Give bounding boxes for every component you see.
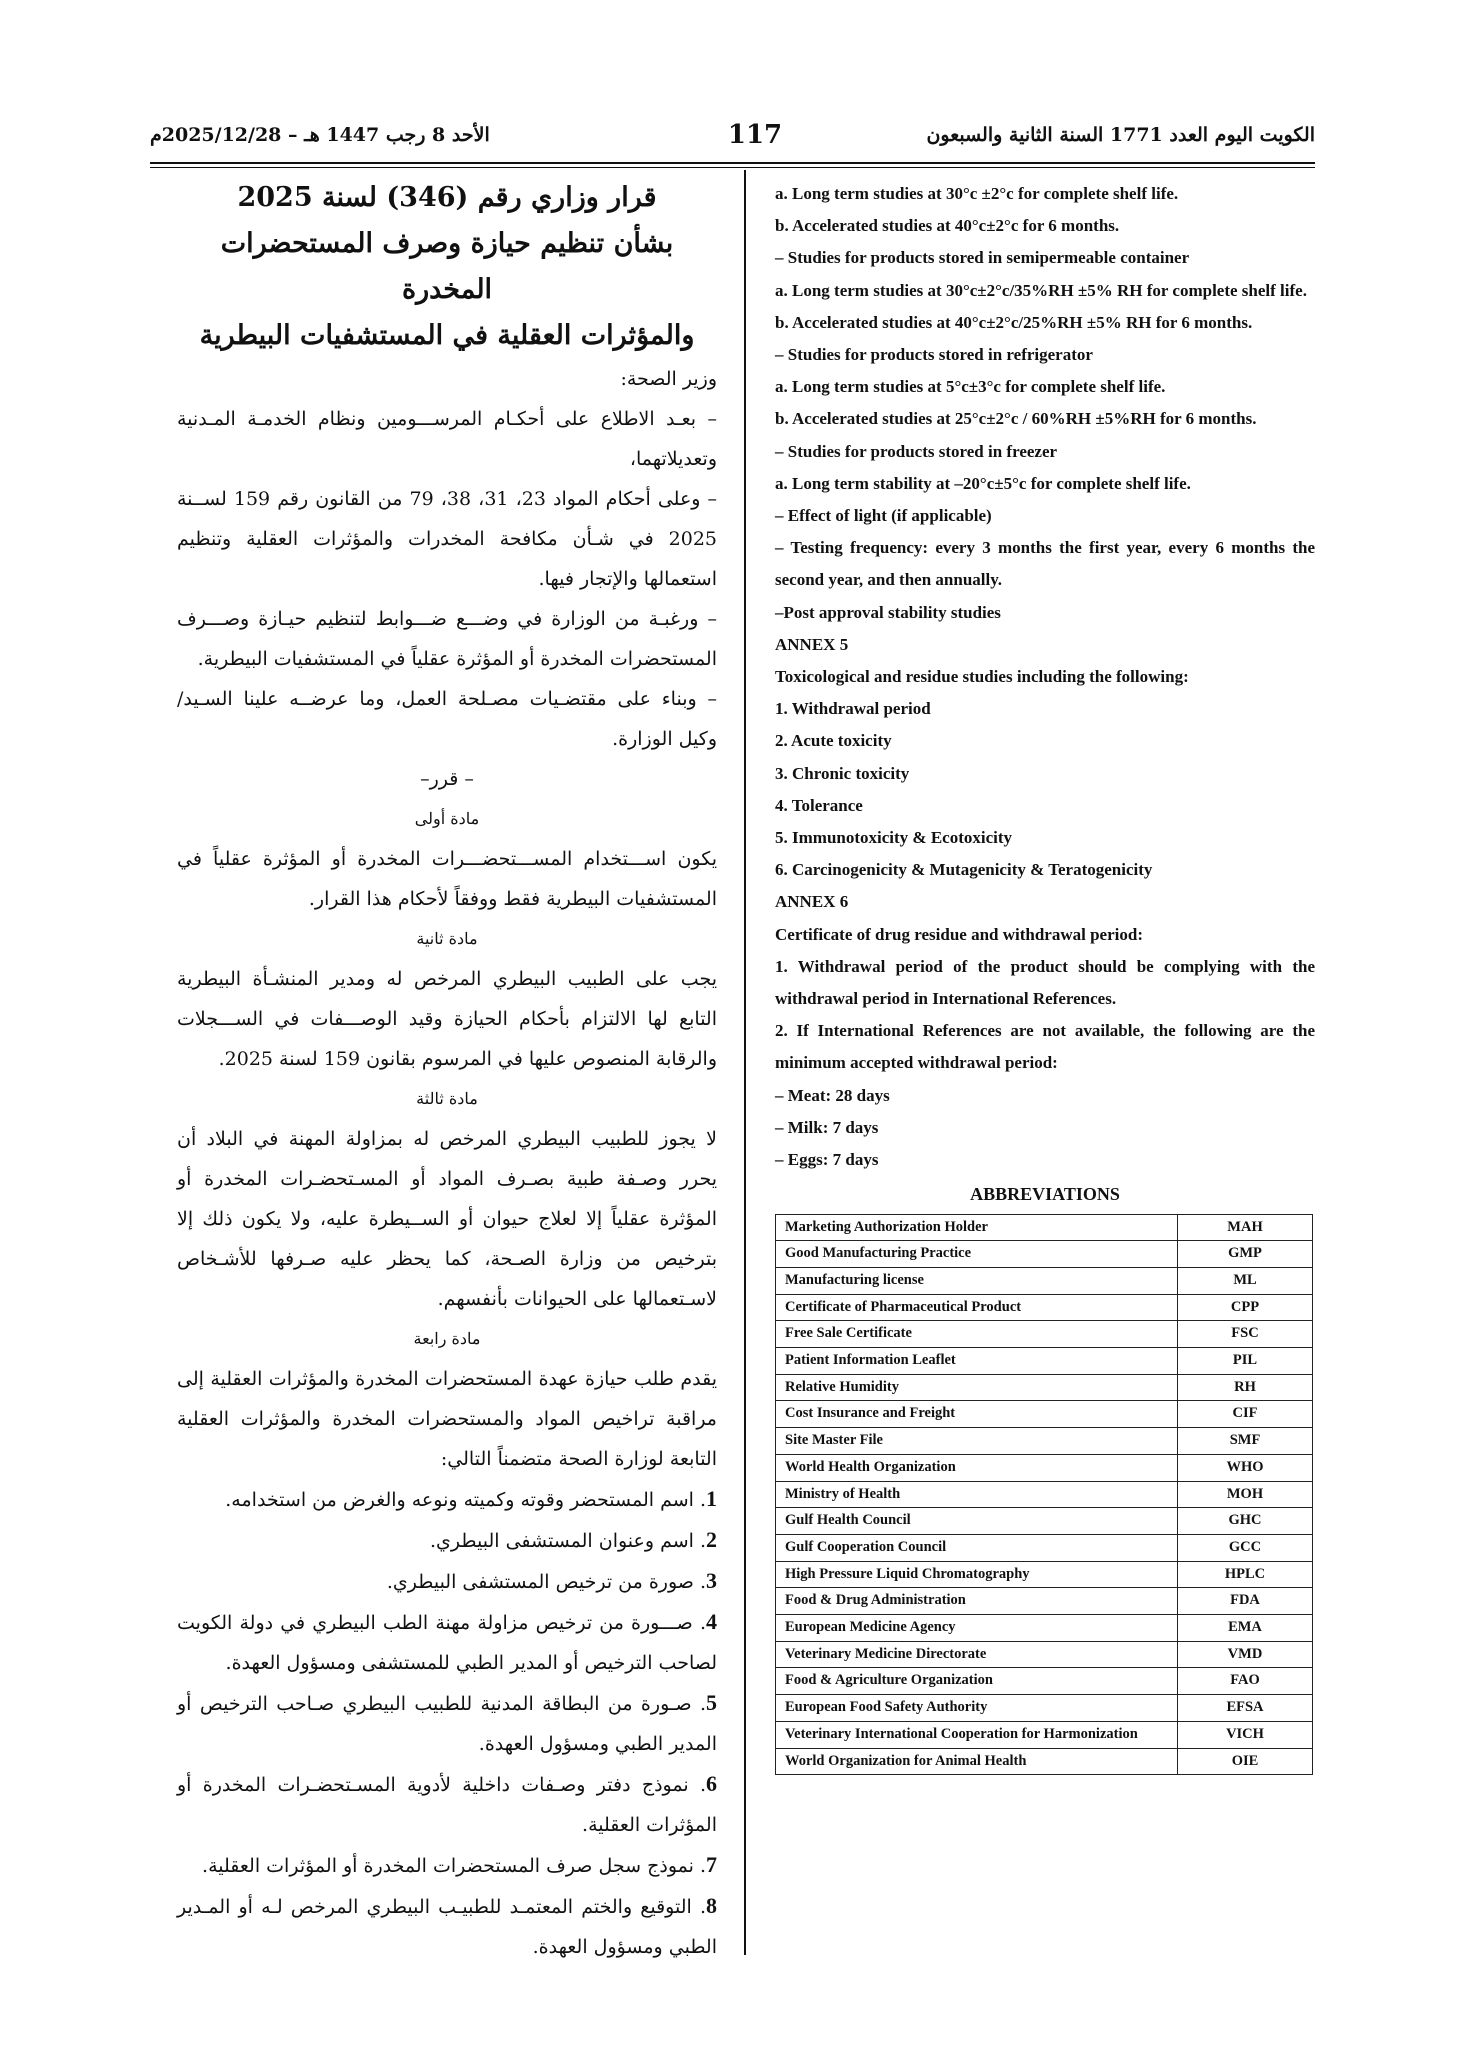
table-row [776, 1321, 1313, 1348]
abbreviation-term: Veterinary International Cooperation for Harmonization [776, 1721, 1178, 1748]
abbreviation-code: GCC [1178, 1534, 1313, 1561]
abbreviation-term: European Medicine Agency [776, 1615, 1178, 1642]
table-row [776, 1748, 1313, 1775]
decree-title: والمؤثرات العقلية في المستشفيات البيطرية [199, 320, 695, 351]
stability-requirements [775, 178, 1315, 1176]
text-line: – Meat: 28 days [775, 1085, 890, 1105]
item-number: 4 [706, 1609, 717, 1634]
item-number: 1 [706, 1486, 717, 1511]
abbreviation-code: SMF [1178, 1428, 1313, 1455]
text-line: b. Accelerated studies at 25°c±2°c / 60%RH ±5%RH for 6 months. [775, 409, 1257, 429]
table-row [776, 1428, 1313, 1455]
text-line: – Effect of light (if applicable) [775, 506, 992, 526]
item-text: . نموذج سجل صرف المستحضرات المخدرة أو المؤثرات العقلية. [202, 1855, 706, 1877]
item-number: 2 [706, 1527, 717, 1552]
abbreviation-term: Food & Agriculture Organization [776, 1668, 1178, 1695]
header-date: الأحد 8 رجب 1447 هـ – 2025/12/28م [150, 124, 490, 146]
text-line: 3. Chronic toxicity [775, 763, 910, 783]
abbreviation-code: WHO [1178, 1454, 1313, 1481]
text-line: a. Long term stability at –20°c±5°c for complete shelf life. [775, 473, 1191, 493]
abbreviation-code: ML [1178, 1267, 1313, 1294]
table-row [776, 1348, 1313, 1375]
abbreviation-code: EMA [1178, 1615, 1313, 1642]
minister-label: وزير الصحة: [620, 368, 717, 390]
table-row [776, 1374, 1313, 1401]
item-text: . صـورة من البطاقة المدنية للطبيب البيطري صـاحب الترخيص أو المدير الطبي ومسؤول العهدة. [177, 1693, 717, 1755]
article-heading: مادة أولى [414, 809, 480, 828]
table-row [776, 1721, 1313, 1748]
table-row [776, 1214, 1313, 1241]
text-line: b. Accelerated studies at 40°c±2°c for 6 months. [775, 216, 1120, 236]
preamble-paragraph: – وبناء على مقتضـيات مصـلحة العمل، وما عرضــه علينا السـيد/ وكيل الوزارة. [177, 688, 717, 750]
table-row [776, 1508, 1313, 1535]
arabic-column [177, 175, 717, 1967]
text-line: a. Long term studies at 5°c±3°c for complete shelf life. [775, 377, 1166, 397]
item-number: 7 [706, 1852, 717, 1877]
requirements-list [177, 1479, 717, 1967]
abbreviation-term: European Food Safety Authority [776, 1695, 1178, 1722]
text-line: b. Accelerated studies at 40°c±2°c/25%RH ±5% RH for 6 months. [775, 312, 1253, 332]
text-line: 2. If International References are not available, the following are the minimum accepted withdrawal period: [775, 1021, 1315, 1073]
item-text: . صـــورة من ترخيص مزاولة مهنة الطب البيطري في دولة الكويت لصاحب الترخيص أو المدير الطبي للمستشفى ومسؤول العهدة. [177, 1612, 717, 1674]
text-line: –Post approval stability studies [775, 602, 1001, 622]
item-text: . التوقيع والختم المعتمـد للطبيـب البيطري المرخص لـه أو المـدير الطبي ومسؤول العهدة. [177, 1896, 717, 1958]
list-item [177, 1602, 717, 1683]
english-column [775, 178, 1315, 1775]
text-line: a. Long term studies at 30°c ±2°c for complete shelf life. [775, 184, 1179, 203]
item-text: . صورة من ترخيص المستشفى البيطري. [386, 1571, 706, 1593]
item-text: . اسم وعنوان المستشفى البيطري. [430, 1530, 706, 1552]
header-rule-thin [150, 167, 1315, 168]
text-line: 5. Immunotoxicity & Ecotoxicity [775, 828, 1013, 848]
text-line: 1. Withdrawal period of the product should be complying with the withdrawal period in International References. [775, 956, 1315, 1009]
text-line: ANNEX 5 [775, 634, 849, 654]
table-row [776, 1534, 1313, 1561]
abbreviation-term: Gulf Health Council [776, 1508, 1178, 1535]
item-number: 8 [706, 1893, 717, 1918]
text-line: 2. Acute toxicity [775, 731, 892, 751]
header-rule [150, 162, 1315, 164]
abbreviation-code: CIF [1178, 1401, 1313, 1428]
abbreviation-code: RH [1178, 1374, 1313, 1401]
item-number: 5 [706, 1690, 717, 1715]
text-line: ANNEX 6 [775, 892, 849, 912]
article-heading: مادة ثانية [416, 929, 478, 948]
abbreviation-term: Gulf Cooperation Council [776, 1534, 1178, 1561]
preamble-paragraph: – وعلى أحكام المواد 23، 31، 38، 79 من القانون رقم 159 لســنة 2025 في شـأن مكافحة المخدرات والمؤثرات العقلية وتنظيم استعمالها والإتجار فيها. [177, 488, 718, 590]
column-divider [744, 170, 746, 1955]
table-row [776, 1454, 1313, 1481]
table-row [776, 1561, 1313, 1588]
item-text: . اسم المستحضر وقوته وكميته ونوعه والغرض من استخدامه. [225, 1489, 706, 1511]
abbreviations-title: ABBREVIATIONS [970, 1184, 1120, 1205]
abbreviation-term: Certificate of Pharmaceutical Product [776, 1294, 1178, 1321]
decree-title: بشأن تنظيم حيازة وصرف المستحضرات المخدرة [220, 228, 674, 305]
abbreviation-term: Good Manufacturing Practice [776, 1241, 1178, 1268]
preamble-paragraph: – ورغبـة من الوزارة في وضـــع ضـــوابط لتنظيم حيـازة وصـــرف المستحضرات المخدرة أو المؤثرة عقلياً في المستشفيات البيطرية. [177, 608, 717, 670]
abbreviation-code: FAO [1178, 1668, 1313, 1695]
text-line: – Studies for products stored in semipermeable container [775, 248, 1190, 268]
text-line: Toxicological and residue studies including the following: [775, 667, 1189, 687]
decided-heading: – قرر– [420, 768, 474, 790]
abbreviation-code: VICH [1178, 1721, 1313, 1748]
text-line: – Studies for products stored in freezer [775, 441, 1058, 461]
list-item [177, 1886, 717, 1967]
table-row [776, 1481, 1313, 1508]
table-row [776, 1267, 1313, 1294]
article-text: يكون اســـتخدام المســـتحضـــرات المخدرة أو المؤثرة عقلياً في المستشفيات البيطرية فقط ووفقاً لأحكام هذا القرار. [177, 848, 717, 910]
abbreviation-term: World Organization for Animal Health [776, 1748, 1178, 1775]
article-heading: مادة رابعة [413, 1329, 481, 1348]
text-line: – Eggs: 7 days [775, 1150, 879, 1170]
table-row [776, 1588, 1313, 1615]
abbreviation-code: MOH [1178, 1481, 1313, 1508]
abbreviation-code: CPP [1178, 1294, 1313, 1321]
table-row [776, 1401, 1313, 1428]
text-line: – Testing frequency: every 3 months the first year, every 6 months the second year, and then annually. [775, 538, 1315, 590]
abbreviation-term: Ministry of Health [776, 1481, 1178, 1508]
abbreviation-code: FSC [1178, 1321, 1313, 1348]
page-header [150, 118, 1315, 158]
abbreviation-term: Manufacturing license [776, 1267, 1178, 1294]
abbreviation-code: OIE [1178, 1748, 1313, 1775]
abbreviation-code: VMD [1178, 1641, 1313, 1668]
abbreviation-term: High Pressure Liquid Chromatography [776, 1561, 1178, 1588]
abbreviation-code: HPLC [1178, 1561, 1313, 1588]
article-text: لا يجوز للطبيب البيطري المرخص له بمزاولة المهنة في البلاد أن يحرر وصـفة طبية بصـرف المواد أو المسـتحضـرات المخدرة أو المؤثرة عقلياً إلا لعلاج حيوان أو الســيطرة عليه، ولا يكون ذلك إلا بترخيص من وزارة الصـحة، كما يحظر عليه صـرفها للأشـخاص لاسـتعمالها على الحيوانات بأنفسهم. [177, 1128, 717, 1310]
table-row [776, 1294, 1313, 1321]
item-number: 6 [706, 1771, 717, 1796]
list-item [177, 1520, 717, 1561]
article-text: يقدم طلب حيازة عهدة المستحضرات المخدرة والمؤثرات العقلية إلى مراقبة تراخيص المواد والمستحضرات المخدرة والمؤثرات العقلية التابعة لوزارة الصحة متضمناً التالي: [177, 1368, 717, 1470]
abbreviation-term: Marketing Authorization Holder [776, 1214, 1178, 1241]
abbreviation-code: PIL [1178, 1348, 1313, 1375]
text-line: – Milk: 7 days [775, 1117, 879, 1137]
abbreviation-term: Veterinary Medicine Directorate [776, 1641, 1178, 1668]
text-line: Certificate of drug residue and withdrawal period: [775, 924, 1143, 944]
table-row [776, 1668, 1313, 1695]
list-item [177, 1561, 717, 1602]
list-item [177, 1845, 717, 1886]
abbreviation-term: Food & Drug Administration [776, 1588, 1178, 1615]
abbreviation-code: MAH [1178, 1214, 1313, 1241]
abbreviation-term: Cost Insurance and Freight [776, 1401, 1178, 1428]
list-item [177, 1764, 717, 1845]
abbreviation-code: GMP [1178, 1241, 1313, 1268]
table-row [776, 1241, 1313, 1268]
preamble-paragraph: – بعـد الاطلاع على أحكـام المرســـومين ونظام الخدمـة المـدنية وتعديلاتهما، [177, 408, 717, 470]
abbreviation-term: World Health Organization [776, 1454, 1178, 1481]
abbreviation-term: Relative Humidity [776, 1374, 1178, 1401]
text-line: 6. Carcinogenicity & Mutagenicity & Teratogenicity [775, 860, 1153, 880]
text-line: a. Long term studies at 30°c±2°c/35%RH ±5% RH for complete shelf life. [775, 280, 1307, 300]
abbreviation-term: Site Master File [776, 1428, 1178, 1455]
table-row [776, 1615, 1313, 1642]
table-row [776, 1695, 1313, 1722]
header-issue: الكويت اليوم العدد 1771 السنة الثانية والسبعون [926, 124, 1315, 146]
list-item [177, 1683, 717, 1764]
article-text: يجب على الطبيب البيطري المرخص له ومدير المنشـأة البيطرية التابع لها الالتزام بأحكام الحيازة وقيد الوصـــفات في الســـجلات والرقابة المنصوص عليها في المرسوم بقانون 159 لسنة 2025. [177, 968, 717, 1070]
article-heading: مادة ثالثة [416, 1089, 478, 1108]
page-number: 117 [727, 120, 783, 150]
item-number: 3 [706, 1568, 717, 1593]
table-row [776, 1641, 1313, 1668]
abbreviation-code: GHC [1178, 1508, 1313, 1535]
item-text: . نموذج دفتر وصـفات داخلية لأدوية المسـتحضـرات المخدرة أو المؤثرات العقلية. [177, 1774, 717, 1836]
decree-title: قرار وزاري رقم (346) لسنة 2025 [237, 182, 657, 213]
text-line: – Studies for products stored in refrigerator [775, 345, 1093, 365]
text-line: 1. Withdrawal period [775, 699, 931, 719]
list-item [177, 1479, 717, 1520]
abbreviations-table [775, 1214, 1313, 1776]
abbreviation-term: Free Sale Certificate [776, 1321, 1178, 1348]
abbreviation-code: FDA [1178, 1588, 1313, 1615]
abbreviation-term: Patient Information Leaflet [776, 1348, 1178, 1375]
text-line: 4. Tolerance [775, 795, 863, 815]
abbreviation-code: EFSA [1178, 1695, 1313, 1722]
